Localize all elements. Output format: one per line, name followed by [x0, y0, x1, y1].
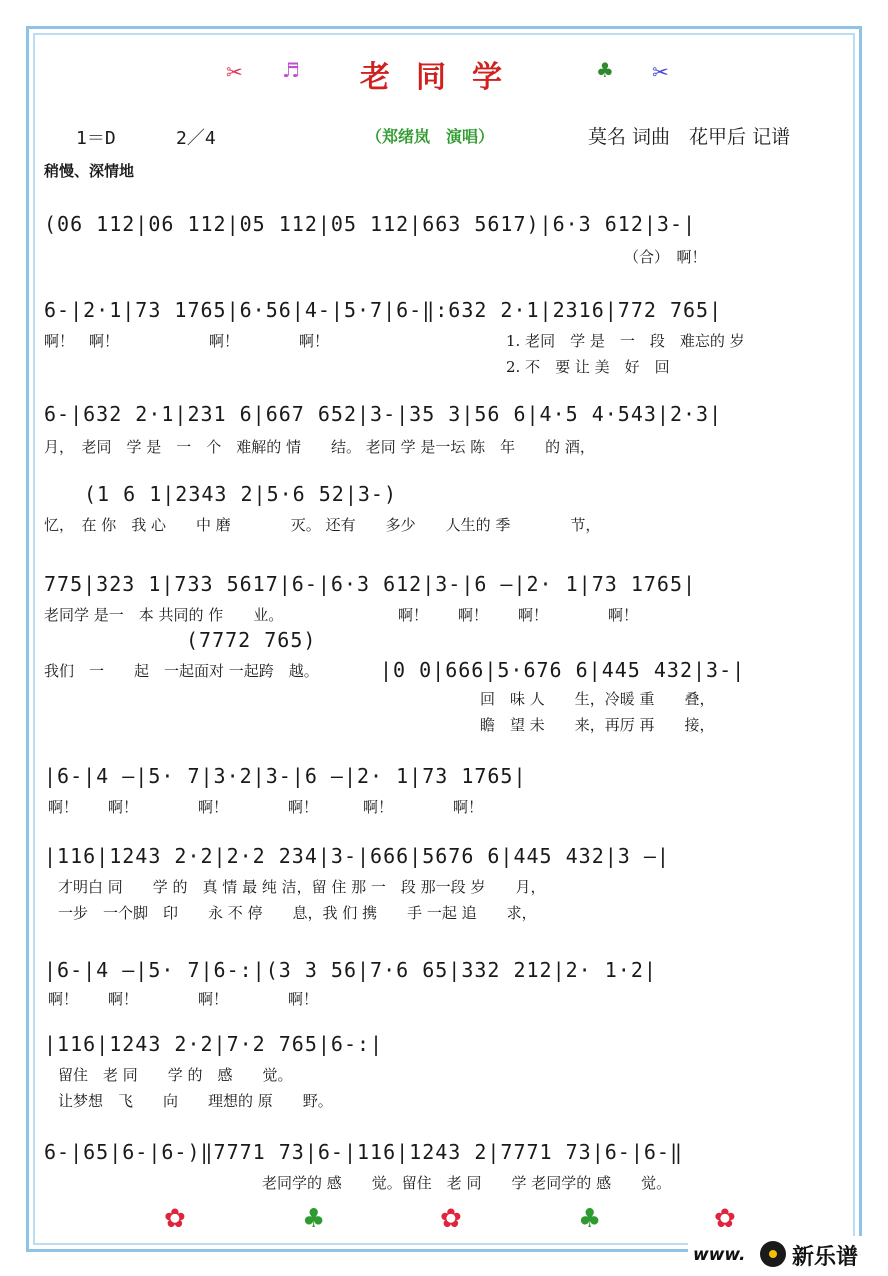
lyric-line-2c: 2. 不 要 让 美 好 回 — [506, 358, 670, 376]
notation-line-4: (1 6 1|2343 2|5·6 52|3-) — [84, 482, 397, 506]
lyric-line-10a: 留住 老 同 学 的 感 觉。 — [58, 1066, 293, 1084]
lyric-line-5a: 老同学 是一 本 共同的 作 业。 — [44, 606, 284, 624]
song-title: 老同学 — [360, 60, 528, 95]
lyric-line-6b: 回 味 人 生，冷暖 重 叠， — [480, 690, 715, 708]
lyric-line-10b: 让梦想 飞 向 理想的 原 野。 — [58, 1092, 333, 1110]
watermark-url: www. — [693, 1245, 746, 1265]
lyric-line-7: 啊！ 啊！ 啊！ 啊！ 啊！ 啊！ — [48, 798, 484, 816]
notation-line-9: |6-|4 —|5· 7|6-:|(3 3 56|7·6 65|332 212|2· 1·2| — [44, 958, 657, 982]
notation-line-3: 6-|632 2·1|231 6|667 652|3-|35 3|56 6|4·5 4·543|2·3| — [44, 402, 723, 426]
flower-icon: ✿ — [164, 1204, 186, 1234]
notation-line-5: 775|323 1|733 5617|6-|6·3 612|3-|6 —|2· 1|73 1765| — [44, 572, 697, 596]
lyre-icon: ♣ — [596, 58, 614, 82]
time-signature: 2／4 — [176, 128, 216, 149]
lyric-line-8b: 一步 一个脚 印 永 不 停 息，我 们 携 手 一起 追 求， — [58, 904, 537, 922]
tempo-marking: 稍慢、深情地 — [44, 162, 135, 180]
singer-credit: （郑绪岚 演唱） — [366, 127, 495, 146]
lyric-line-11: 老同学的 感 觉。留住 老 同 学 老同学的 感 觉。 — [262, 1174, 672, 1192]
notation-line-7: |6-|4 —|5· 7|3·2|3-|6 —|2· 1|73 1765| — [44, 764, 527, 788]
watermark-logo: 新乐谱 — [792, 1245, 859, 1270]
flower-icon: ✿ — [714, 1204, 736, 1234]
record-disc-icon — [760, 1241, 786, 1267]
lyric-line-2a: 啊！ 啊！ 啊！ 啊！ — [44, 332, 330, 350]
lyric-line-9: 啊！ 啊！ 啊！ 啊！ — [48, 990, 319, 1008]
notation-line-11: 6-|65|6-|6-)‖7771 73|6-|116|1243 2|7771 73|6-|6-‖ — [44, 1140, 684, 1164]
club-icon: ♣ — [302, 1204, 326, 1234]
lyric-line-3: 月， 老同 学 是 一 个 难解的 情 结。 老同 学 是一坛 陈 年 的 酒， — [44, 438, 595, 456]
flower-icon: ✿ — [440, 1204, 462, 1234]
trumpet-icon: ♬ — [282, 58, 300, 82]
ribbon-bow-icon: ✂ — [226, 60, 243, 84]
notation-line-6: (7772 765) — [186, 628, 317, 652]
author-credits: 莫名 词曲 花甲后 记谱 — [588, 126, 791, 148]
lyric-line-1: （合） 啊！ — [624, 248, 707, 266]
lyric-line-6c: 瞻 望 未 来，再厉 再 接， — [480, 716, 715, 734]
lyric-line-6: 我们 一 起 一起面对 一起跨 越。 — [44, 662, 319, 680]
lyric-line-4: 忆， 在 你 我 心 中 磨 灭。 还有 多少 人生的 季 节， — [44, 516, 601, 534]
notation-line-10: |116|1243 2·2|7·2 765|6-:| — [44, 1032, 384, 1056]
lyric-line-2b: 1. 老同 学 是 一 段 难忘的 岁 — [506, 332, 745, 350]
key-signature: 1＝D — [76, 128, 116, 149]
notation-line-6b: |0 0|666|5·676 6|445 432|3-| — [380, 658, 746, 682]
lyric-line-5b: 啊！ 啊！ 啊！ 啊！ — [398, 606, 639, 624]
lyric-line-8a: 才明白 同 学 的 真 情 最 纯 洁，留 住 那 一 段 那一段 岁 月， — [58, 878, 546, 896]
ribbon-bow-icon: ✂ — [652, 60, 669, 84]
club-icon: ♣ — [578, 1204, 602, 1234]
notation-line-8: |116|1243 2·2|2·2 234|3-|666|5676 6|445 432|3 —| — [44, 844, 670, 868]
notation-line-1: (06 112|06 112|05 112|05 112|663 5617)|6·3 612|3-| — [44, 212, 697, 236]
notation-line-2: 6-|2·1|73 1765|6·56|4-|5·7|6-‖:632 2·1|2316|772 765| — [44, 298, 723, 322]
